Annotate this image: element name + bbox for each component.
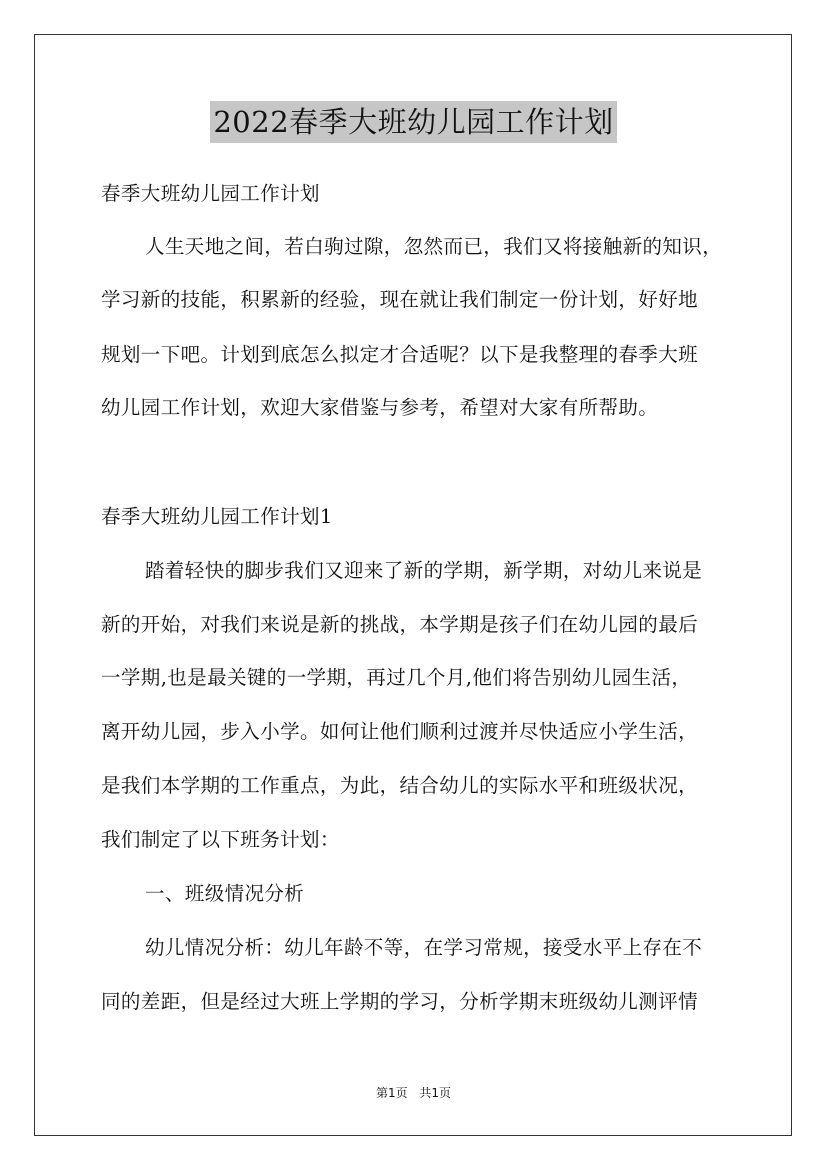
plan1-line: 一学期,也是最关键的一学期，再过几个月,他们将告别幼儿园生活， [101, 666, 692, 689]
plan1-line: 离开幼儿园，步入小学。如何让他们顺利过渡并尽快适应小学生活， [101, 720, 699, 743]
plan1-line: 我们制定了以下班务计划： [101, 828, 340, 851]
page-footer [0, 1085, 827, 1101]
intro-line: 学习新的技能，积累新的经验，现在就让我们制定一份计划，好好地 [101, 288, 699, 311]
plan1-line: 新的开始，对我们来说是新的挑战，本学期是孩子们在幼儿园的最后 [101, 613, 699, 636]
document-title: 2022春季大班幼儿园工作计划 [210, 101, 616, 143]
plan1-line: 是我们本学期的工作重点，为此，结合幼儿的实际水平和班级状况， [101, 774, 699, 797]
analysis-line: 同的差距，但是经过大班上学期的学习，分析学期末班级幼儿测评情 [101, 990, 699, 1013]
title-container [0, 101, 827, 143]
section-heading: 春季大班幼儿园工作计划 [101, 182, 320, 205]
intro-line: 幼儿园工作计划，欢迎大家借鉴与参考，希望对大家有所帮助。 [101, 396, 659, 419]
page-number: 第1页 [375, 1086, 408, 1100]
plan1-heading: 春季大班幼儿园工作计划1 [101, 505, 333, 528]
intro-line: 人生天地之间，若白驹过隙，忽然而已，我们又将接触新的知识， [145, 235, 723, 258]
page-total: 共1页 [419, 1086, 452, 1100]
plan1-line: 踏着轻快的脚步我们又迎来了新的学期，新学期，对幼儿来说是 [145, 559, 703, 582]
intro-line: 规划一下吧。计划到底怎么拟定才合适呢？以下是我整理的春季大班 [101, 343, 699, 366]
analysis-line: 幼儿情况分析：幼儿年龄不等，在学习常规，接受水平上存在不 [145, 936, 703, 959]
subheading-class-analysis: 一、班级情况分析 [145, 882, 305, 905]
